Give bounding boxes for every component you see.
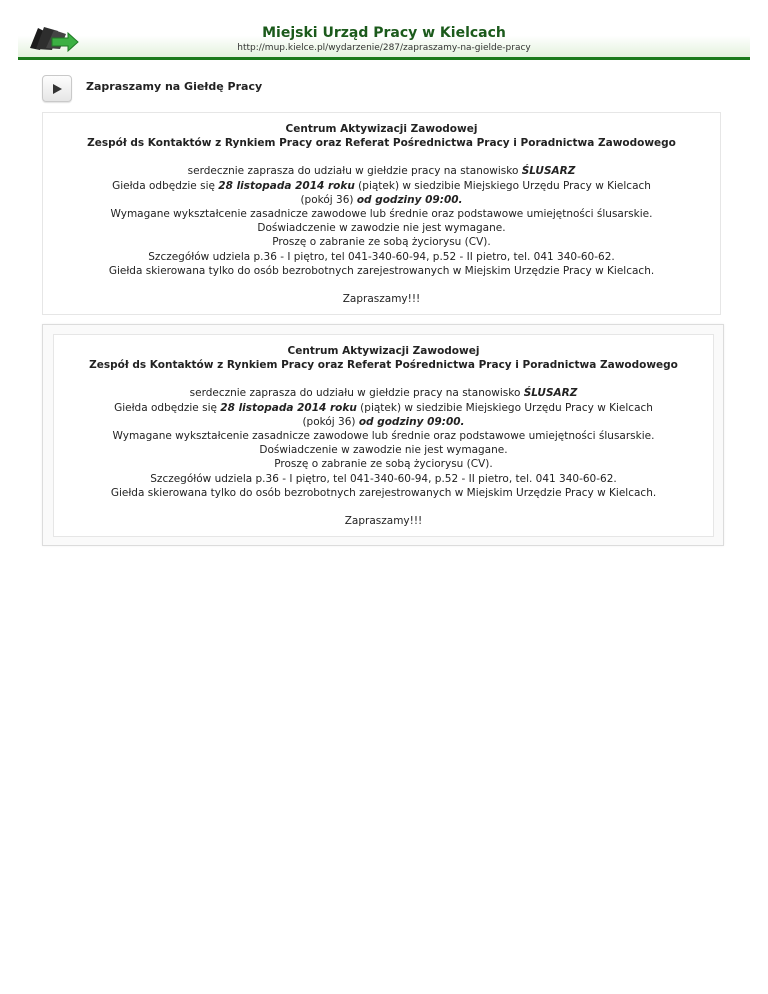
site-title: Miejski Urząd Pracy w Kielcach	[262, 25, 506, 41]
contact-line: Szczegółów udziela p.36 - I piętro, tel 041-340-60-94, p.52 - II pietro, tel. 041 340-60-62.	[150, 472, 617, 485]
event-date: 28 listopada 2014 roku	[220, 401, 357, 414]
announcement-heading: Centrum Aktywizacji Zawodowej	[287, 345, 480, 357]
announcement-subheading: Zespół ds Kontaktów z Rynkiem Pracy oraz Referat Pośrednictwa Pracy i Poradnictwa Zawodowego	[87, 137, 676, 150]
date-line: Giełda odbędzie się 28 listopada 2014 roku (piątek) w siedzibie Miejskiego Urzędu Pracy w Kielcach	[112, 179, 651, 192]
position-name: ŚLUSARZ	[521, 165, 576, 178]
room-line: (pokój 36) od godziny 09:00.	[302, 415, 465, 428]
contact-line: Szczegółów udziela p.36 - I piętro, tel 041-340-60-94, p.52 - II pietro, tel. 041 340-60-62.	[148, 250, 615, 263]
page-title: Zapraszamy na Giełdę Pracy	[86, 80, 263, 93]
event-time: od godziny 09:00.	[358, 415, 465, 428]
play-arrow-icon	[51, 83, 63, 95]
invite-line: serdecznie zaprasza do udziału w giełdzie pracy na stanowisko ŚLUSARZ	[189, 387, 578, 400]
invite-line: serdecznie zaprasza do udziału w giełdzie pracy na stanowisko ŚLUSARZ	[187, 165, 576, 178]
site-url[interactable]: http://mup.kielce.pl/wydarzenie/287/zapraszamy-na-gielde-pracy	[237, 43, 531, 53]
closing-line: Zapraszamy!!!	[342, 293, 421, 306]
date-line: Giełda odbędzie się 28 listopada 2014 roku (piątek) w siedzibie Miejskiego Urzędu Pracy w Kielcach	[114, 401, 653, 414]
cv-line: Proszę o zabranie ze sobą życiorysu (CV).	[274, 458, 493, 471]
closing-line: Zapraszamy!!!	[344, 515, 423, 528]
experience-line: Doświadczenie w zawodzie nie jest wymagane.	[259, 444, 508, 457]
announcement-heading: Centrum Aktywizacji Zawodowej	[285, 123, 478, 135]
announcement-box	[42, 112, 721, 315]
announcement-subheading: Zespół ds Kontaktów z Rynkiem Pracy oraz Referat Pośrednictwa Pracy i Poradnictwa Zawodowego	[89, 359, 678, 372]
education-line: Wymagane wykształcenie zasadnicze zawodowe lub średnie oraz podstawowe umiejętności ślusarskie.	[110, 208, 653, 221]
event-time: od godziny 09:00.	[356, 193, 463, 206]
site-header	[18, 18, 750, 60]
arrow-button[interactable]	[42, 75, 72, 102]
announcement-box-duplicate	[53, 334, 714, 537]
room-line: (pokój 36) od godziny 09:00.	[300, 193, 463, 206]
audience-line: Giełda skierowana tylko do osób bezrobotnych zarejestrowanych w Miejskim Urzędzie Pracy w Kielcach.	[108, 264, 655, 277]
event-date: 28 listopada 2014 roku	[218, 179, 355, 192]
experience-line: Doświadczenie w zawodzie nie jest wymagane.	[257, 222, 506, 235]
education-line: Wymagane wykształcenie zasadnicze zawodowe lub średnie oraz podstawowe umiejętności ślusarskie.	[112, 430, 655, 443]
audience-line: Giełda skierowana tylko do osób bezrobotnych zarejestrowanych w Miejskim Urzędzie Pracy w Kielcach.	[110, 486, 657, 499]
cv-line: Proszę o zabranie ze sobą życiorysu (CV).	[272, 236, 491, 249]
position-name: ŚLUSARZ	[523, 387, 578, 400]
